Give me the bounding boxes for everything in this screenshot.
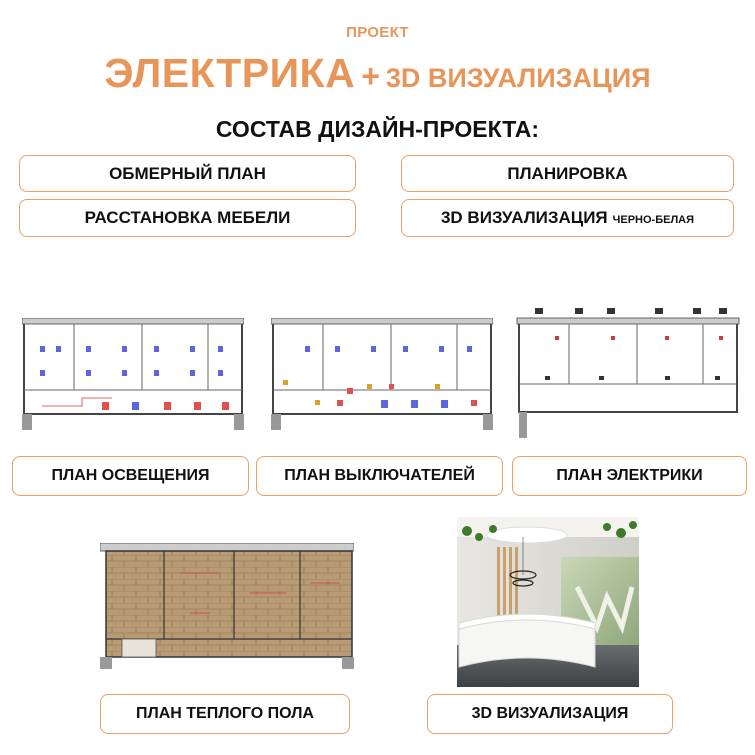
floor-heating-plan-pill [100,694,350,734]
reception-desk-render [457,517,639,687]
visualization-pill [427,694,673,734]
electrical-plan-pill [512,456,747,496]
switches-plan-pill [256,456,503,496]
lighting-plan-label: ПЛАН ОСВЕЩЕНИЯ [51,467,210,484]
title-plus: + [361,58,380,94]
floor-heating-plan-drawing [100,543,354,669]
project-kicker: ПРОЕКТ [346,24,409,41]
title-extra: 3D ВИЗУАЛИЗАЦИЯ [385,63,651,93]
title-main: ЭЛЕКТРИКА [104,50,356,96]
page-title [0,50,755,97]
bw-visualization-label: 3D ВИЗУАЛИЗАЦИЯ [440,208,608,227]
lighting-plan-pill [12,456,249,496]
layout-label: ПЛАНИРОВКА [507,163,628,183]
visualization-label: 3D ВИЗУАЛИЗАЦИЯ [471,705,629,722]
switches-plan-drawing [271,318,493,430]
lighting-plan-drawing [22,318,244,430]
floor-heating-plan-label: ПЛАН ТЕПЛОГО ПОЛА [136,705,314,722]
furniture-label: РАССТАНОВКА МЕБЕЛИ [84,208,291,227]
furniture-pill [19,199,356,237]
electrical-plan-drawing [515,306,740,438]
bw-visualization-note: ЧЕРНО-БЕЛАЯ [612,214,695,226]
section-subtitle: СОСТАВ ДИЗАЙН-ПРОЕКТА: [215,116,540,142]
electrical-plan-label: ПЛАН ЭЛЕКТРИКИ [556,467,703,484]
measurement-plan-pill [19,155,356,192]
bw-visualization-pill [401,199,734,237]
layout-pill [401,155,734,192]
measurement-plan-label: ОБМЕРНЫЙ ПЛАН [109,163,266,183]
switches-plan-label: ПЛАН ВЫКЛЮЧАТЕЛЕЙ [284,467,475,484]
